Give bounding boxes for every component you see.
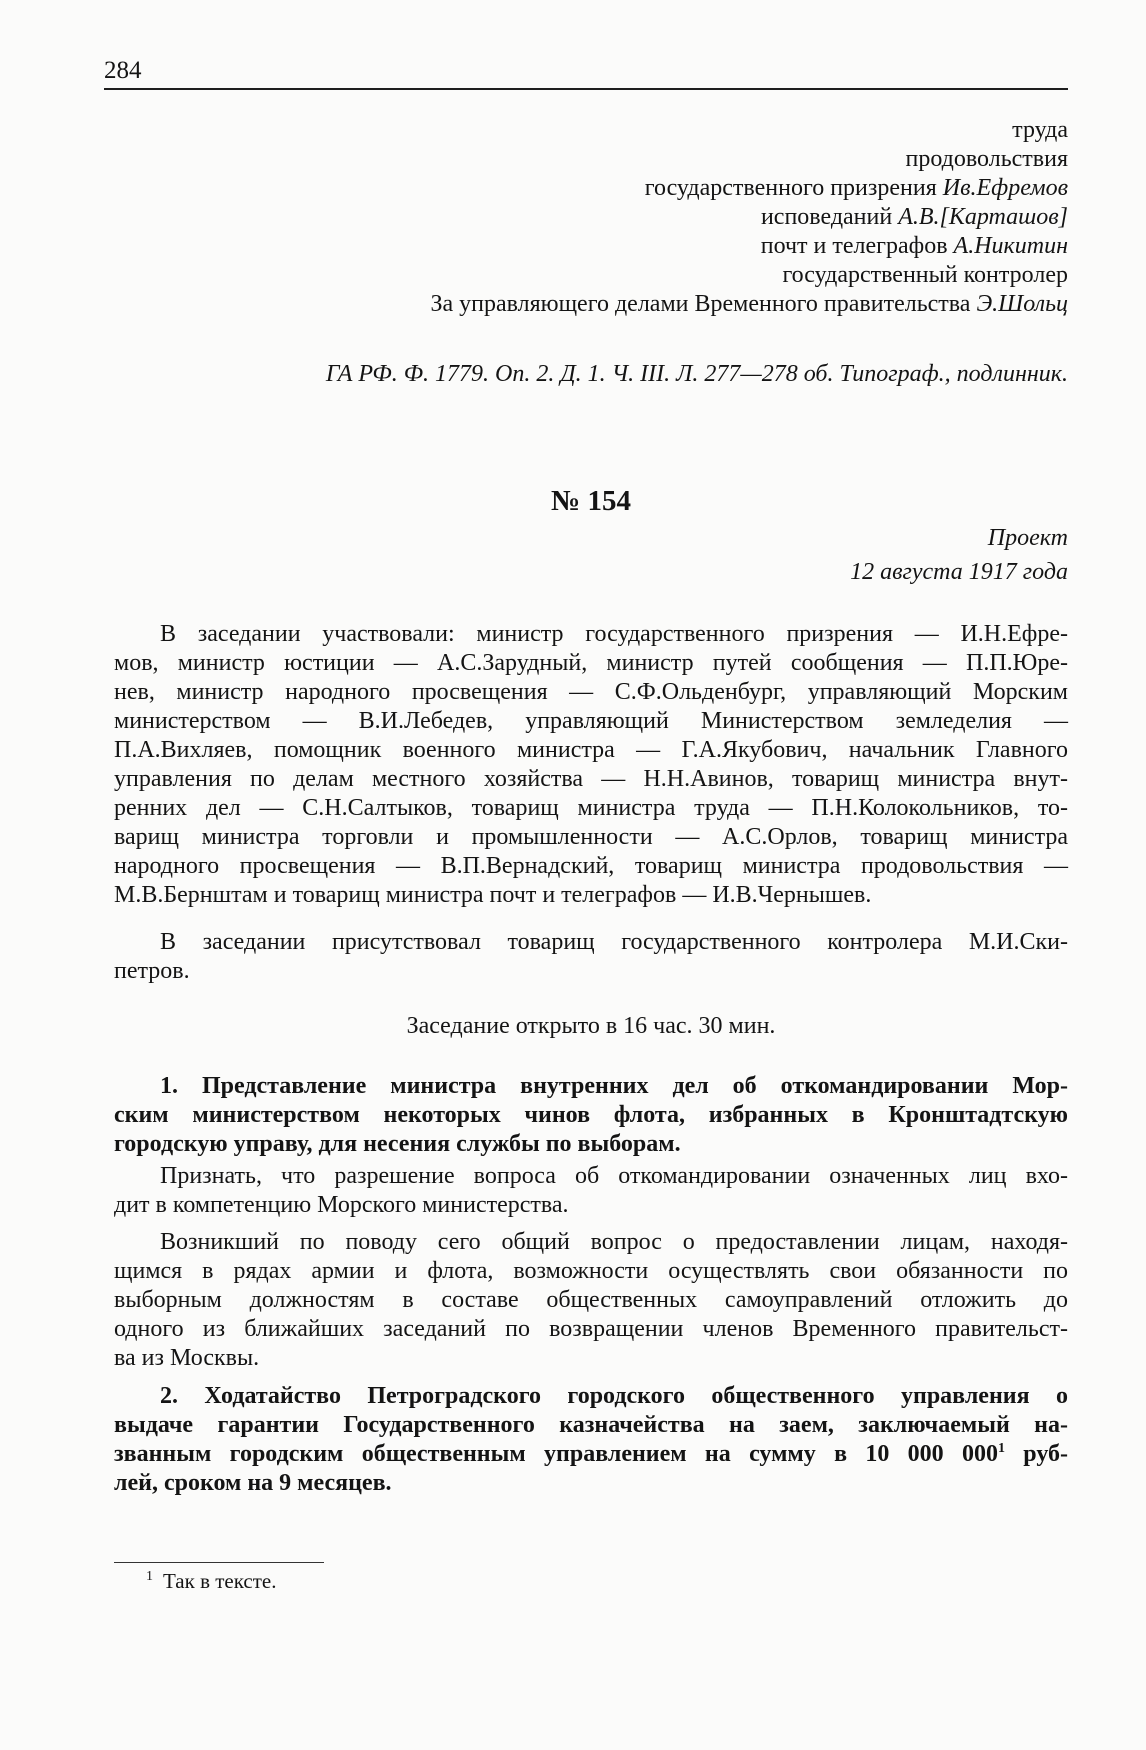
- item-1-decision: Признать, что разрешение вопроса об откомандировании означенных лиц вхо- дит в компетенцию Морского министерства.: [114, 1163, 1068, 1218]
- signature-line: государственный контролер: [782, 262, 1068, 288]
- signature-block: [114, 116, 1068, 319]
- header-rule: [104, 88, 1068, 90]
- footnote-mark: 1: [146, 1569, 153, 1584]
- document-date: 12 августа 1917 года: [850, 559, 1068, 585]
- document-type: Проект: [987, 525, 1068, 551]
- footnote-rule: [114, 1562, 324, 1563]
- signature-line: За управляющего делами Временного правительства Э.Шольц: [430, 291, 1068, 317]
- page-number: 284: [104, 57, 142, 84]
- item-2-title: 2. Ходатайство Петроградского городского общественного управления о выдаче гарантии Государственного казначейства на заем, заключаемый на- званным городским общественным управлением на сумму в 10 000 $000^1$ руб- лей, сроком на 9 месяцев.: [114, 1383, 1068, 1496]
- footnote: [146, 1568, 277, 1594]
- controller-paragraph: В заседании присутствовал товарищ государственного контролера М.И.Ски- петров.: [114, 929, 1068, 984]
- item-1-general-question: Возникший по поводу сего общий вопрос о предоставлении лицам, находя- щимся в рядах армии и флота, возможности осуществлять свои обязанности по выборным должностям в составе общественных самоуправлений отложить до одного из ближайших заседаний по возвращении членов Временного правительст- ва из Москвы.: [114, 1229, 1068, 1371]
- footnote-text: Так в тексте.: [163, 1569, 277, 1593]
- document-number: № 154: [551, 485, 631, 517]
- participants-paragraph: В заседании участвовали: министр государственного призрения — И.Н.Ефре- мов, министр юстиции — А.С.Зарудный, министр путей сообщения — П.П.Юре- нев, министр народного просвещения — С.Ф.Ольденбург, управляющий Морским министерством — В.И.Лебедев, управляющий Министерством земледелия — П.А.Вихляев, помощник военного министра — Г.А.Якубович, начальник Главного управления по делам местного хозяйства — Н.Н.Авинов, товарищ министра внут- ренних дел — С.Н.Салтыков, товарищ министра труда — П.Н.Колокольников, то- варищ министра торговли и промышленности — А.С.Орлов, товарищ министра народного просвещения — В.П.Вернадский, товарищ министра продовольствия — М.В.Бернштам и товарищ министра почт и телеграфов — И.В.Чернышев.: [114, 621, 1068, 908]
- signature-line: почт и телеграфов А.Никитин: [760, 233, 1068, 259]
- item-2-amount-line: званным городским общественным управлением на сумму в 10 000 $000^1$ руб-: [114, 1441, 1068, 1467]
- item-1-title: 1. Представление министра внутренних дел об откомандировании Мор- ским министерством некоторых чинов флота, избранных в Кронштадтскую городскую управу, для несения службы по выборам.: [114, 1073, 1068, 1157]
- signature-line: государственного призрения Ив.Ефремов: [644, 175, 1068, 201]
- signature-line: исповеданий А.В.[Карташов]: [760, 204, 1068, 230]
- footnote-reference[interactable]: 1: [997, 1441, 1005, 1456]
- session-opening: Заседание открыто в 16 час. 30 мин.: [406, 1013, 776, 1039]
- signature-line: труда: [1012, 117, 1068, 143]
- archive-reference: ГА РФ. Ф. 1779. Оп. 2. Д. 1. Ч. III. Л. 277—278 об. Типограф., подлинник.: [325, 361, 1068, 387]
- signature-line: продовольствия: [905, 146, 1068, 172]
